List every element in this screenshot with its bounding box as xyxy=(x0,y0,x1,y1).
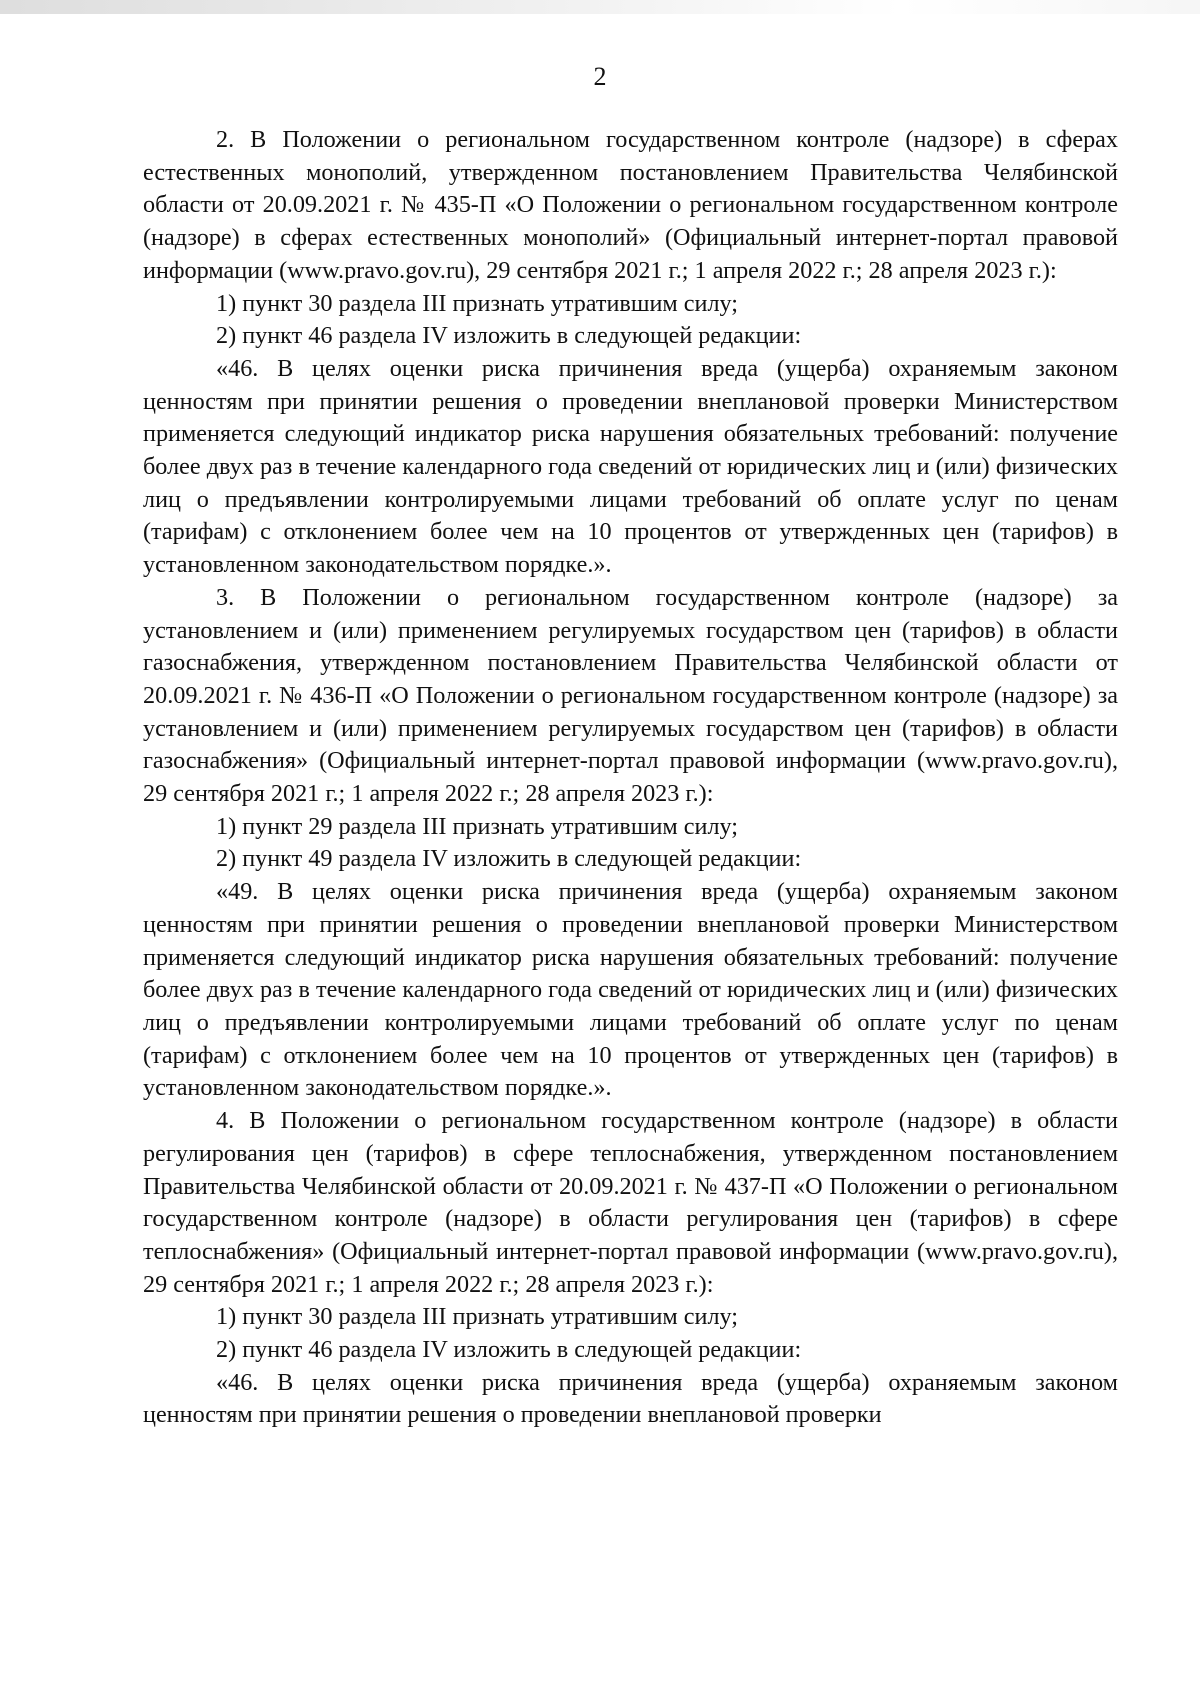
page-number: 2 xyxy=(593,62,607,91)
paragraph-section-2-item-1: 1) пункт 30 раздела III признать утратившим силу; xyxy=(216,289,739,317)
paragraph-section-4-item-2: 2) пункт 46 раздела IV изложить в следующей редакции: xyxy=(216,1336,802,1364)
paragraph-section-2-item-2: 2) пункт 46 раздела IV изложить в следующей редакции: xyxy=(216,322,802,350)
paragraph-section-3-item-1: 1) пункт 29 раздела III признать утратившим силу; xyxy=(216,812,739,840)
paragraph-section-3-quote-49: «49. В целях оценки риска причинения вреда (ущерба) охраняемым законом ценностям при принятии решения о проведении внеплановой проверки Министерством применяется следующий индикатор риска нарушения обязательных требований: получение более двух раз в течение календарного года сведений от юридических лиц и (или) физических лиц о предъявлении контролируемыми лицами требований об оплате услуг по ценам (тарифам) с отклонением более чем на 10 процентов от утвержденных цен (тарифов) в установленном законодательством порядке.». xyxy=(143,878,1118,1102)
paragraph-section-3-intro: 3. В Положении о региональном государственном контроле (надзоре) за установлением и (или) применением регулируемых государством цен (тарифов) в области газоснабжения, утвержденном постановлением Правительства Челябинской области от 20.09.2021 г. № 436-П «О Положении о региональном государственном контроле (надзоре) за установлением и (или) применением регулируемых государством цен (тарифов) в области газоснабжения» (Официальный интернет-портал правовой информации (www.pravo.gov.ru), 29 сентября 2021 г.; 1 апреля 2022 г.; 28 апреля 2023 г.): xyxy=(143,583,1118,808)
document-body xyxy=(143,124,1118,1432)
scan-edge xyxy=(0,0,1200,14)
paragraph-section-2-intro: 2. В Положении о региональном государственном контроле (надзоре) в сферах естественных монополий, утвержденном постановлением Правительства Челябинской области от 20.09.2021 г. № 435-П «О Положении о региональном государственном контроле (надзоре) в сферах естественных монополий» (Официальный интернет-портал правовой информации (www.pravo.gov.ru), 29 сентября 2021 г.; 1 апреля 2022 г.; 28 апреля 2023 г.): xyxy=(143,126,1118,284)
paragraph-section-2-quote-46: «46. В целях оценки риска причинения вреда (ущерба) охраняемым законом ценностям при принятии решения о проведении внеплановой проверки Министерством применяется следующий индикатор риска нарушения обязательных требований: получение более двух раз в течение календарного года сведений от юридических лиц и (или) физических лиц о предъявлении контролируемыми лицами требований об оплате услуг по ценам (тарифам) с отклонением более чем на 10 процентов от утвержденных цен (тарифов) в установленном законодательством порядке.». xyxy=(143,354,1118,579)
paragraph-section-4-quote-46: «46. В целях оценки риска причинения вреда (ущерба) охраняемым законом ценностям при принятии решения о проведении внеплановой проверки xyxy=(143,1368,1118,1429)
paragraph-section-4-intro: 4. В Положении о региональном государственном контроле (надзоре) в области регулирования цен (тарифов) в сфере теплоснабжения, утвержденном постановлением Правительства Челябинской области от 20.09.2021 г. № 437-П «О Положении о региональном государственном контроле (надзоре) в области регулирования цен (тарифов) в сфере теплоснабжения» (Официальный интернет-портал правовой информации (www.pravo.gov.ru), 29 сентября 2021 г.; 1 апреля 2022 г.; 28 апреля 2023 г.): xyxy=(143,1107,1118,1298)
paragraph-section-4-item-1: 1) пункт 30 раздела III признать утратившим силу; xyxy=(216,1303,739,1331)
paragraph-section-3-item-2: 2) пункт 49 раздела IV изложить в следующей редакции: xyxy=(216,845,802,873)
